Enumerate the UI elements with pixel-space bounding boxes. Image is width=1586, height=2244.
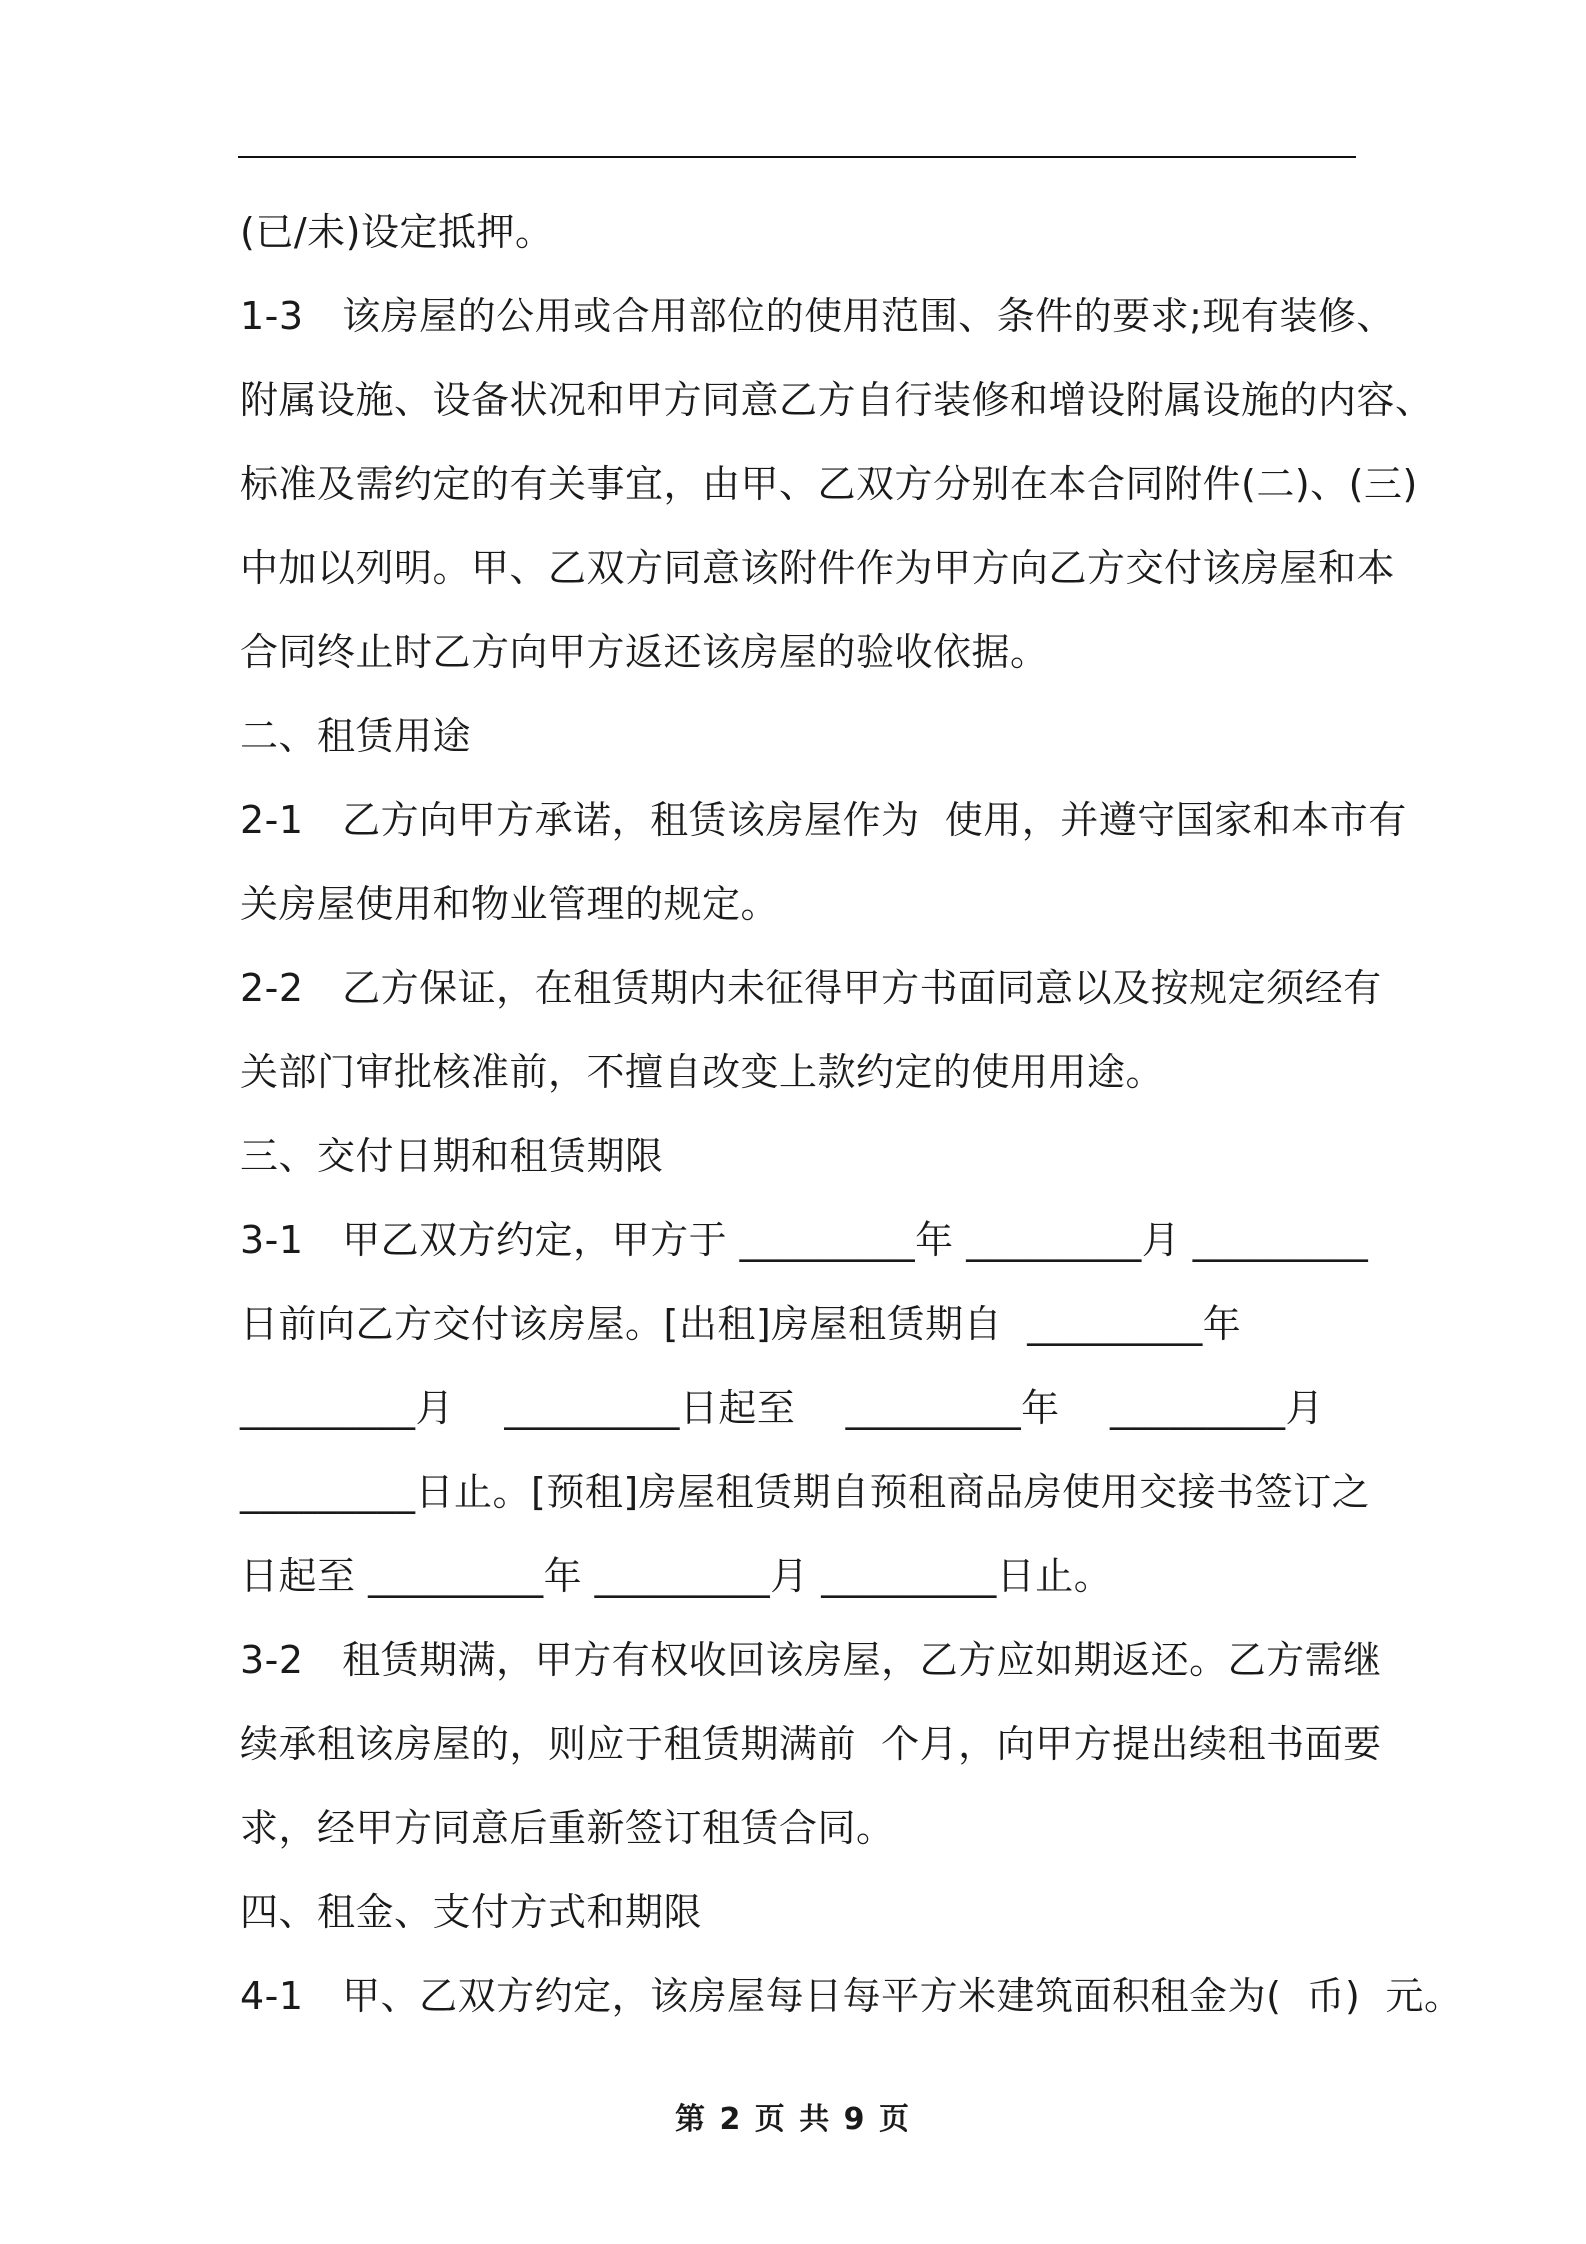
page-footer: 第 2 页 共 9 页 [675, 2102, 911, 2137]
document-body [240, 196, 1463, 2044]
clause-3-2-line-1: 3-2 租赁期满，甲方有权收回该房屋，乙方应如期返还。乙方需继 [240, 1638, 1382, 1682]
section-heading-4: 四、租金、支付方式和期限 [240, 1890, 703, 1934]
section-heading-3: 三、交付日期和租赁期限 [240, 1134, 664, 1178]
section-heading-2: 二、租赁用途 [240, 714, 472, 758]
clause-2-2-line-1: 2-2 乙方保证，在租赁期内未征得甲方书面同意以及按规定须经有 [240, 966, 1382, 1010]
clause-1-3-line-1: 1-3 该房屋的公用或合用部位的使用范围、条件的要求;现有装修、 [240, 294, 1395, 338]
clause-2-1-line-1: 2-1 乙方向甲方承诺，租赁该房屋作为 使用，并遵守国家和本市有 [240, 798, 1407, 842]
text-line: 日起至 _________年 _________月 _________日止。 [240, 1554, 1113, 1598]
header-rule [238, 156, 1356, 158]
clause-4-1-line-1: 4-1 甲、乙双方约定，该房屋每日每平方米建筑面积租金为( 币) 元。 [240, 1974, 1463, 2018]
text-line: 关房屋使用和物业管理的规定。 [240, 882, 780, 926]
text-line: _________月 _________日起至 _________年 _________月 [240, 1386, 1324, 1430]
text-line: 标准及需约定的有关事宜，由甲、乙双方分别在本合同附件(二)、(三) [240, 462, 1418, 506]
text-line: 合同终止时乙方向甲方返还该房屋的验收依据。 [240, 630, 1049, 674]
text-line: _________日止。[预租]房屋租赁期自预租商品房使用交接书签订之 [240, 1470, 1371, 1514]
clause-3-1-line-1: 3-1 甲乙双方约定，甲方于 _________年 _________月 _________ [240, 1218, 1369, 1262]
text-line: 日前向乙方交付该房屋。[出租]房屋租赁期自 _________年 [240, 1302, 1242, 1346]
text-line: 求，经甲方同意后重新签订租赁合同。 [240, 1806, 895, 1850]
text-line: (已/未)设定抵押。 [240, 210, 554, 254]
text-line: 关部门审批核准前，不擅自改变上款约定的使用用途。 [240, 1050, 1165, 1094]
text-line: 续承租该房屋的，则应于租赁期满前 个月，向甲方提出续租书面要 [240, 1722, 1382, 1766]
text-line: 附属设施、设备状况和甲方同意乙方自行装修和增设附属设施的内容、 [240, 378, 1434, 422]
text-line: 中加以列明。甲、乙双方同意该附件作为甲方向乙方交付该房屋和本 [240, 546, 1396, 590]
